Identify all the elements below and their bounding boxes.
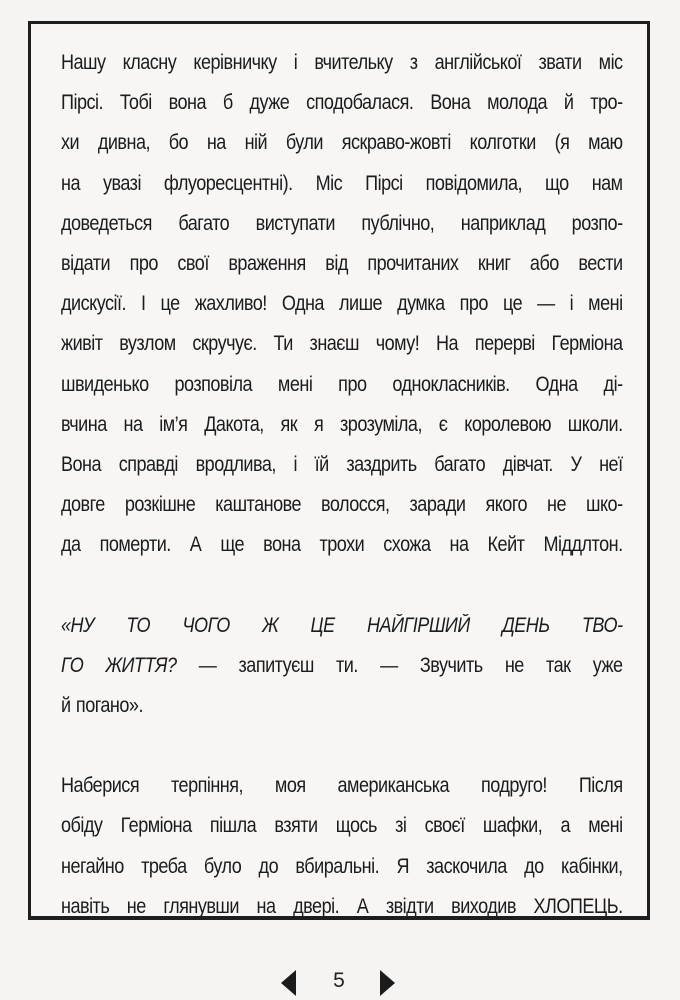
paragraph-3 <box>61 766 623 927</box>
text-line: дискусії. І це жахливо! Одна лише думка про це — і мені <box>61 292 623 316</box>
text-line: Вона справді вродлива, і їй заздрить багато дівчат. У неї <box>61 453 623 477</box>
text-line <box>61 606 623 646</box>
text-line: відати про свої враження від прочитаних книг або вести <box>61 252 623 276</box>
text-line: Пірсі. Тобі вона б дуже сподобалася. Вона молода й тро- <box>61 91 623 115</box>
normal-text: — запитуєш ти. — Звучить не так уже <box>176 653 623 677</box>
text-line: живіт вузлом скручує. Ти знаєш чому! На перерві Герміона <box>61 332 623 356</box>
previous-page-icon[interactable] <box>281 970 296 996</box>
paragraph-spacer <box>61 726 623 766</box>
text-frame <box>28 21 650 920</box>
italic-text: «НУ ТО ЧОГО Ж ЦЕ НАЙГІРШИЙ ДЕНЬ ТВО- <box>61 613 623 637</box>
paragraph-2-quote <box>61 606 623 727</box>
page-number: 5 <box>333 969 345 992</box>
next-page-icon[interactable] <box>380 970 395 996</box>
text-line: довге розкішне каштанове волосся, заради якого не шко- <box>61 493 623 517</box>
text-line: негайно треба було до вбиральні. Я заскочила до кабінки, <box>61 854 623 878</box>
text-area <box>61 43 623 927</box>
italic-text: ГО ЖИТТЯ? <box>61 653 177 677</box>
text-line: Нашу класну керівничку і вчительку з англійської звати міс <box>61 51 623 74</box>
text-line: швиденько розповіла мені про однокласників. Одна ді- <box>61 372 623 396</box>
text-line: вчина на ім’я Дакота, як я зрозуміла, є королевою школи. <box>61 412 623 436</box>
normal-text: й погано». <box>61 694 143 718</box>
text-line: навіть не глянувши на двері. А звідти виходив ХЛОПЕЦЬ. <box>61 894 623 918</box>
text-line: обіду Герміона пішла взяти щось зі своєї шафки, а мені <box>61 814 623 838</box>
text-line: на увазі флуоресцентні). Міс Пірсі повідомила, що нам <box>61 171 623 195</box>
paragraph-1 <box>61 43 623 566</box>
text-line: Наберися терпіння, моя американська подруго! Після <box>61 774 623 798</box>
page-navigation <box>0 967 680 997</box>
text-line: хи дивна, бо на ній були яскраво-жовті колготки (я маю <box>61 131 623 155</box>
text-line <box>61 686 623 726</box>
paragraph-spacer <box>61 566 623 606</box>
text-line: да померти. А ще вона трохи схожа на Кейт Міддлтон. <box>61 533 623 557</box>
text-line <box>61 646 623 686</box>
text-line: доведеться багато виступати публічно, наприклад розпо- <box>61 211 623 235</box>
